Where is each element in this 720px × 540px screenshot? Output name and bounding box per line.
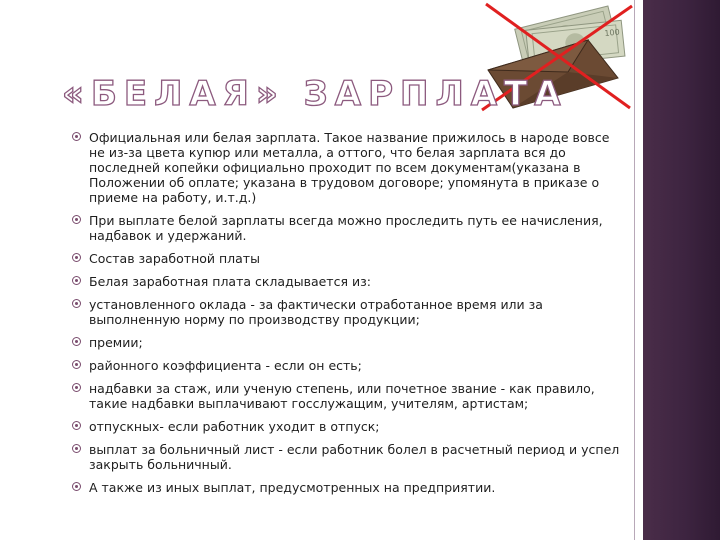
list-item-text: При выплате белой зарплаты всегда можно проследить путь ее начисления, надбавок и удержаний. [89,213,603,243]
list-item-text: выплат за больничный лист - если работник болел в расчетный период и успел закрыть больничный. [89,442,620,472]
list-item [72,335,628,350]
list-item [72,442,628,472]
list-item-text: Белая заработная плата складывается из: [89,274,371,289]
bullet-icon [72,253,81,262]
bullet-icon [72,337,81,346]
bullet-list [72,130,628,503]
bullet-icon [72,383,81,392]
list-item [72,480,628,495]
list-item [72,419,628,434]
bullet-icon [72,215,81,224]
list-item-text: Состав заработной платы [89,251,260,266]
side-decorative-bar [643,0,720,540]
slide-title: «БЕЛАЯ» ЗАРПЛАТА [62,74,568,114]
list-item-text: установленного оклада - за фактически отработанное время или за выполненную норму по производству продукции; [89,297,543,327]
list-item [72,358,628,373]
bullet-icon [72,360,81,369]
svg-text:100: 100 [604,27,621,39]
list-item [72,381,628,411]
list-item-text: А также из иных выплат, предусмотренных на предприятии. [89,480,496,495]
list-item-text: районного коэффициента - если он есть; [89,358,362,373]
list-item [72,297,628,327]
bullet-icon [72,421,81,430]
list-item-text: премии; [89,335,143,350]
bullet-icon [72,276,81,285]
list-item-text: Официальная или белая зарплата. Такое название прижилось в народе вовсе не из-за цвета купюр или металла, а оттого, что белая зарплата вся до последней копейки официально проходит по всем документам(указана в Положении об оплате; указана в трудовом договоре; упомянута в приказе о приеме на работу, и.т.д.) [89,130,610,205]
bullet-icon [72,444,81,453]
list-item [72,130,628,205]
bullet-icon [72,299,81,308]
list-item [72,213,628,243]
list-item-text: надбавки за стаж, или ученую степень, или почетное звание - как правило, такие надбавки выплачивают госслужащим, учителям, артистам; [89,381,595,411]
list-item [72,251,628,266]
list-item-text: отпускных- если работник уходит в отпуск; [89,419,380,434]
list-item [72,274,628,289]
bullet-icon [72,482,81,491]
bullet-icon [72,132,81,141]
